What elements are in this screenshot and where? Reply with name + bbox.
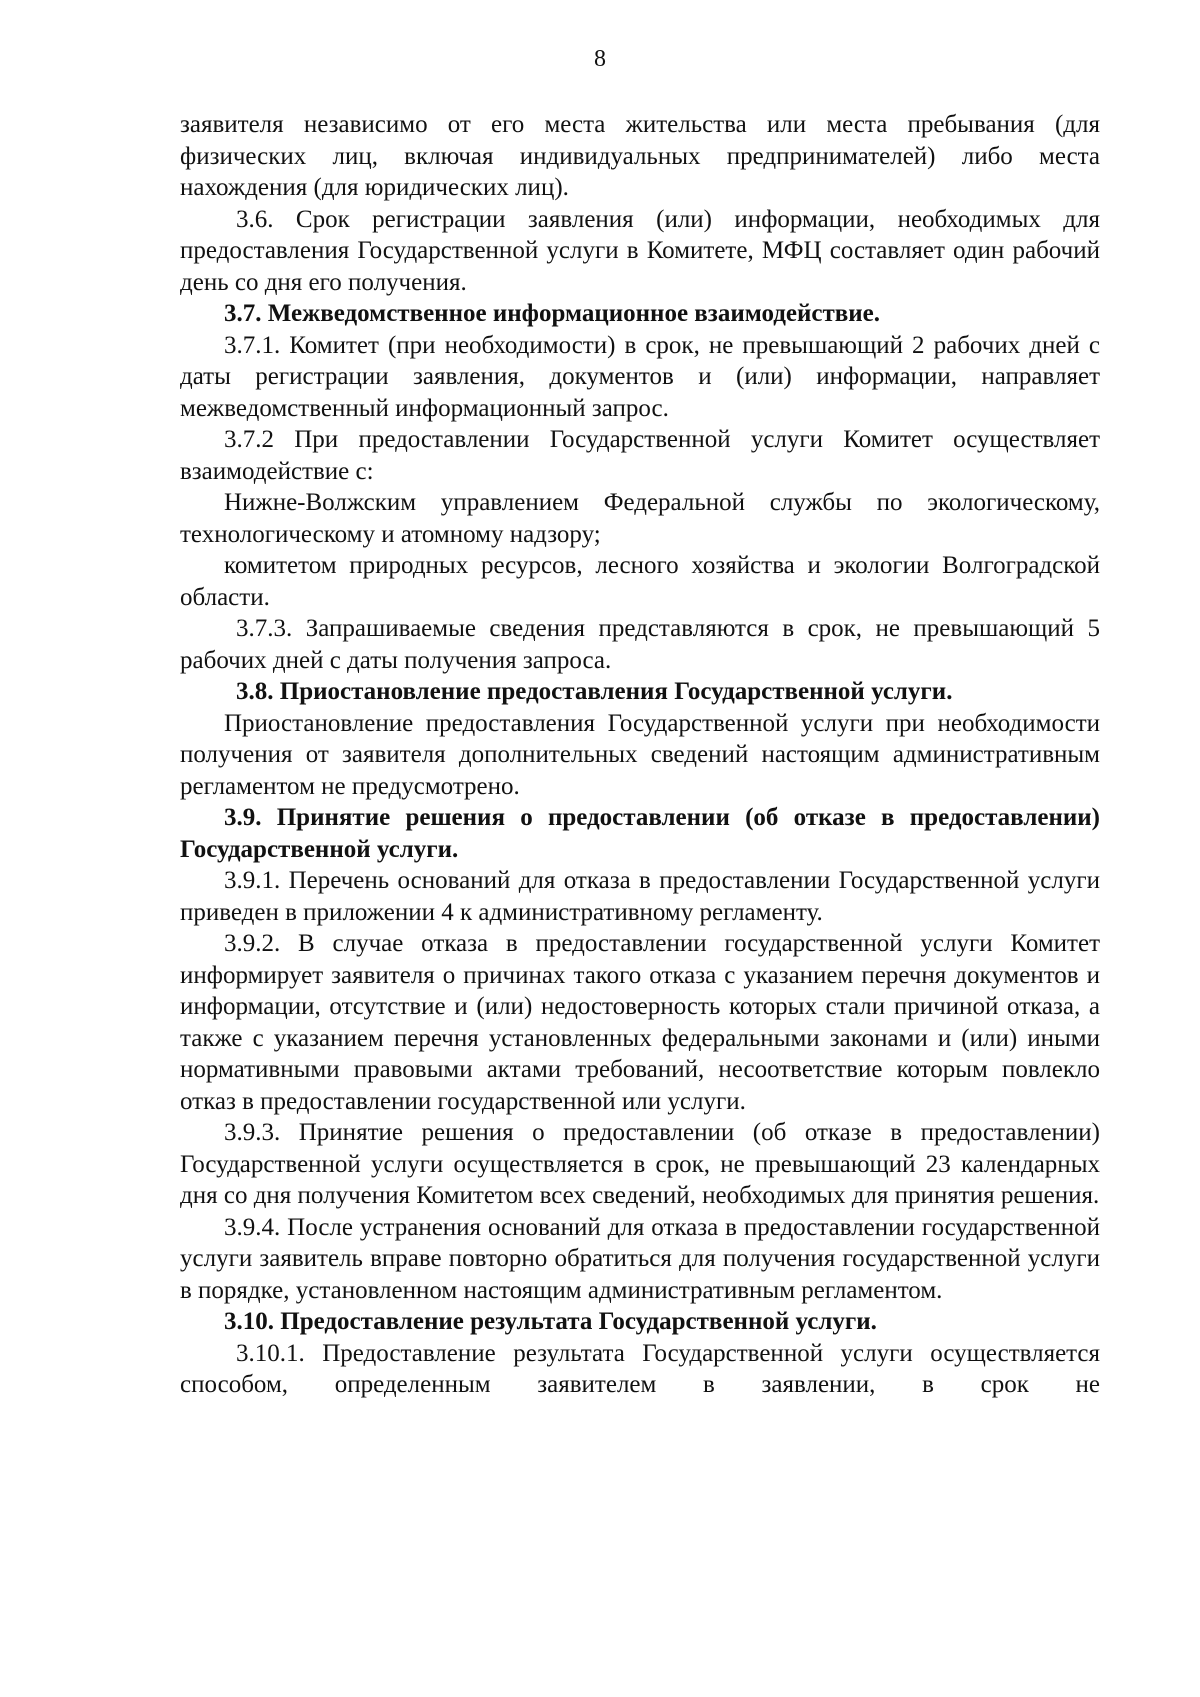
paragraph-3-6: 3.6. Срок регистрации заявления (или) информации, необходимых для предоставления Государственной услуги в Комитете, МФЦ составляет один рабочий день со дня его получения. [180,205,1100,296]
heading-3-10: 3.10. Предоставление результата Государственной услуги. [224,1308,877,1335]
paragraph-3-9-1: 3.9.1. Перечень оснований для отказа в предоставлении Государственной услуги приведен в приложении 4 к административному регламенту. [180,867,1100,926]
paragraph-3-7-3: 3.7.3. Запрашиваемые сведения представляются в срок, не превышающий 5 рабочих дней с даты получения запроса. [180,615,1100,674]
heading-3-7: 3.7. Межведомственное информационное взаимодействие. [224,300,880,327]
heading-3-9: 3.9. Принятие решения о предоставлении (об отказе в предоставлении) Государственной услуги. [180,804,1100,863]
paragraph-suspension: Приостановление предоставления Государственной услуги при необходимости получения от заявителя дополнительных сведений настоящим административным регламентом не предусмотрено. [180,709,1100,800]
paragraph-continuation: заявителя независимо от его места жительства или места пребывания (для физических лиц, включая индивидуальных предпринимателей) либо места нахождения (для юридических лиц). [180,111,1100,201]
paragraph-3-9-4: 3.9.4. После устранения оснований для отказа в предоставлении государственной услуги заявитель вправе повторно обратиться для получения государственной услуги в порядке, установленном настоящим административным регламентом. [180,1213,1100,1304]
page-number: 8 [594,46,606,72]
paragraph-interaction-committee: комитетом природных ресурсов, лесного хозяйства и экологии Волгоградской области. [180,552,1100,611]
paragraph-3-10-1: 3.10.1. Предоставление результата Государственной услуги осуществляется способом, определенным заявителем в заявлении, в срок не [180,1339,1100,1398]
paragraph-3-9-2: 3.9.2. В случае отказа в предоставлении государственной услуги Комитет информирует заявителя о причинах такого отказа с указанием перечня документов и информации, отсутствие и (или) недостоверность которых стали причиной отказа, а также с указанием перечня установленных федеральными законами и (или) иными нормативными правовыми актами требований, несоответствие которым повлекло отказ в предоставлении государственной или услуги. [180,930,1100,1115]
paragraph-3-9-3: 3.9.3. Принятие решения о предоставлении (об отказе в предоставлении) Государственной услуги осуществляется в срок, не превышающий 23 календарных дня со дня получения Комитетом всех сведений, необходимых для принятия решения. [180,1119,1100,1209]
paragraph-3-7-1: 3.7.1. Комитет (при необходимости) в срок, не превышающий 2 рабочих дней с даты регистрации заявления, документов и (или) информации, направляет межведомственный информационный запрос. [180,331,1100,422]
paragraph-interaction-rostekhnadzor: Нижне-Волжским управлением Федеральной службы по экологическому, технологическому и атомному надзору; [180,489,1100,548]
heading-3-8: 3.8. Приостановление предоставления Государственной услуги. [236,678,953,705]
paragraph-3-7-2: 3.7.2 При предоставлении Государственной услуги Комитет осуществляет взаимодействие с: [180,426,1100,485]
document-body [180,109,1100,1401]
